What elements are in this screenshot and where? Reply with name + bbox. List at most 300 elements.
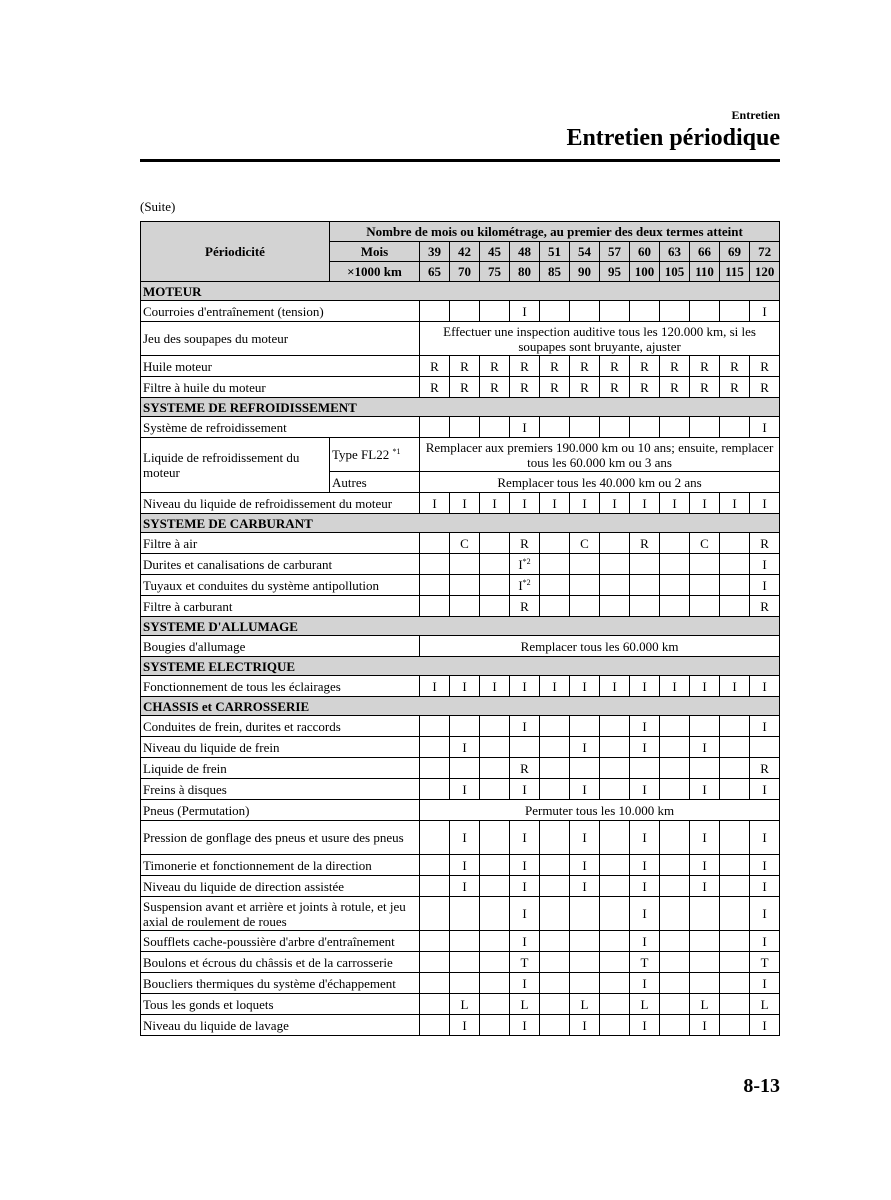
- months-label: Mois: [330, 242, 420, 262]
- table-row: [141, 417, 780, 438]
- schedule-cell: I: [450, 737, 480, 758]
- footnote-mark: *2: [522, 577, 531, 587]
- item-label: Pneus (Permutation): [141, 800, 420, 821]
- schedule-cell: [570, 952, 600, 973]
- schedule-cell: [540, 417, 570, 438]
- page-header: [140, 108, 780, 152]
- month-cell: 42: [450, 242, 480, 262]
- schedule-cell: [600, 596, 630, 617]
- schedule-cell: R: [750, 758, 780, 779]
- footnote-mark: *2: [522, 556, 531, 566]
- table-row: [141, 800, 780, 821]
- schedule-cell: R: [570, 377, 600, 398]
- section-name: Entretien: [731, 108, 780, 122]
- schedule-cell: [660, 758, 690, 779]
- schedule-cell: [420, 973, 450, 994]
- schedule-cell: [720, 994, 750, 1015]
- schedule-cell: I: [570, 737, 600, 758]
- item-label: Courroies d'entraînement (tension): [141, 301, 420, 322]
- schedule-cell: T: [630, 952, 660, 973]
- schedule-cell: I: [750, 1015, 780, 1036]
- schedule-cell: [540, 737, 570, 758]
- schedule-cell: [420, 1015, 450, 1036]
- schedule-cell: [480, 897, 510, 931]
- schedule-cell: L: [450, 994, 480, 1015]
- schedule-cell: T: [750, 952, 780, 973]
- schedule-cell: [630, 301, 660, 322]
- schedule-cell: [660, 1015, 690, 1036]
- schedule-cell: R: [510, 377, 540, 398]
- schedule-cell: [720, 876, 750, 897]
- schedule-cell: [720, 554, 750, 575]
- schedule-cell: I: [690, 855, 720, 876]
- table-row: [141, 554, 780, 575]
- schedule-cell: [420, 417, 450, 438]
- schedule-cell: I: [630, 973, 660, 994]
- schedule-cell: [600, 897, 630, 931]
- schedule-cell: I: [750, 575, 780, 596]
- schedule-cell: I: [630, 737, 660, 758]
- item-label: Niveau du liquide de lavage: [141, 1015, 420, 1036]
- schedule-cell: [540, 897, 570, 931]
- schedule-cell: R: [690, 377, 720, 398]
- schedule-cell: [540, 575, 570, 596]
- schedule-cell: I: [540, 676, 570, 697]
- item-label: Boulons et écrous du châssis et de la carrosserie: [141, 952, 420, 973]
- schedule-cell: I: [510, 876, 540, 897]
- schedule-cell: [600, 952, 630, 973]
- schedule-cell: I: [630, 1015, 660, 1036]
- schedule-cell: I: [450, 676, 480, 697]
- km-cell: 100: [630, 262, 660, 282]
- schedule-cell: [600, 855, 630, 876]
- table-row: [141, 676, 780, 697]
- schedule-cell: [420, 994, 450, 1015]
- km-cell: 115: [720, 262, 750, 282]
- table-row: [141, 952, 780, 973]
- schedule-cell: I: [630, 676, 660, 697]
- schedule-cell: [600, 716, 630, 737]
- schedule-cell: [690, 554, 720, 575]
- item-label: Conduites de frein, durites et raccords: [141, 716, 420, 737]
- schedule-cell: [420, 533, 450, 554]
- schedule-cell: I: [750, 876, 780, 897]
- schedule-cell: [600, 1015, 630, 1036]
- schedule-cell: [690, 897, 720, 931]
- schedule-cell: [630, 554, 660, 575]
- schedule-cell: I: [630, 876, 660, 897]
- schedule-cell: I: [570, 493, 600, 514]
- schedule-cell: [480, 716, 510, 737]
- schedule-cell: [540, 876, 570, 897]
- item-label: Soufflets cache-poussière d'arbre d'entraînement: [141, 931, 420, 952]
- schedule-cell: [450, 758, 480, 779]
- schedule-cell: [660, 596, 690, 617]
- schedule-cell: I: [570, 1015, 600, 1036]
- schedule-cell: L: [690, 994, 720, 1015]
- schedule-cell: [540, 758, 570, 779]
- schedule-cell: [450, 973, 480, 994]
- schedule-cell: [720, 973, 750, 994]
- schedule-cell: R: [630, 356, 660, 377]
- schedule-cell: [540, 994, 570, 1015]
- table-row: [141, 716, 780, 737]
- schedule-cell: R: [600, 356, 630, 377]
- schedule-cell: R: [750, 596, 780, 617]
- schedule-cell: I: [510, 716, 540, 737]
- schedule-cell: [630, 758, 660, 779]
- schedule-cell: [450, 716, 480, 737]
- schedule-cell: I: [510, 973, 540, 994]
- table-row: [141, 438, 780, 472]
- header-row: [141, 222, 780, 242]
- schedule-cell: [660, 716, 690, 737]
- schedule-cell: [450, 417, 480, 438]
- schedule-cell: I: [570, 876, 600, 897]
- schedule-cell: [480, 952, 510, 973]
- item-label: Filtre à air: [141, 533, 420, 554]
- section-row: [141, 617, 780, 636]
- schedule-cell: [420, 737, 450, 758]
- schedule-cell: I: [510, 1015, 540, 1036]
- schedule-cell: I: [720, 493, 750, 514]
- schedule-cell: I: [690, 1015, 720, 1036]
- table-row: [141, 575, 780, 596]
- schedule-cell: I: [690, 737, 720, 758]
- schedule-cell: [690, 931, 720, 952]
- schedule-cell: [540, 301, 570, 322]
- schedule-cell: I: [510, 897, 540, 931]
- page-number: 8-13: [743, 1075, 780, 1097]
- schedule-cell: [420, 554, 450, 575]
- km-cell: 95: [600, 262, 630, 282]
- schedule-cell: [420, 876, 450, 897]
- schedule-cell: [600, 931, 630, 952]
- schedule-cell: I: [690, 876, 720, 897]
- item-label: Jeu des soupapes du moteur: [141, 322, 420, 356]
- schedule-cell: [420, 779, 450, 800]
- section-title: MOTEUR: [141, 282, 780, 301]
- km-cell: 75: [480, 262, 510, 282]
- schedule-cell: R: [660, 356, 690, 377]
- schedule-cell: I: [750, 973, 780, 994]
- schedule-cell: [690, 973, 720, 994]
- schedule-cell: I: [600, 676, 630, 697]
- interval-note: Remplacer tous les 40.000 km ou 2 ans: [420, 472, 780, 493]
- schedule-cell: [570, 554, 600, 575]
- month-cell: 57: [600, 242, 630, 262]
- schedule-cell: [720, 758, 750, 779]
- item-label: Tuyaux et conduites du système antipollution: [141, 575, 420, 596]
- schedule-cell: [720, 855, 750, 876]
- month-cell: 66: [690, 242, 720, 262]
- schedule-cell: R: [540, 356, 570, 377]
- schedule-cell: I: [660, 676, 690, 697]
- schedule-cell: [630, 575, 660, 596]
- schedule-cell: [690, 575, 720, 596]
- schedule-cell: [600, 575, 630, 596]
- schedule-cell: C: [690, 533, 720, 554]
- section-row: [141, 514, 780, 533]
- schedule-cell: [660, 737, 690, 758]
- table-row: [141, 897, 780, 931]
- schedule-cell: [480, 533, 510, 554]
- schedule-cell: [720, 952, 750, 973]
- schedule-cell: [720, 716, 750, 737]
- schedule-cell: [660, 897, 690, 931]
- section-row: [141, 657, 780, 676]
- schedule-cell: [720, 779, 750, 800]
- schedule-cell: [570, 931, 600, 952]
- item-label: Huile moteur: [141, 356, 420, 377]
- table-row: [141, 493, 780, 514]
- schedule-cell: [540, 821, 570, 855]
- schedule-cell: [720, 931, 750, 952]
- schedule-cell: [420, 855, 450, 876]
- schedule-cell: I: [510, 821, 540, 855]
- schedule-cell: [480, 596, 510, 617]
- schedule-cell: R: [600, 377, 630, 398]
- schedule-cell: R: [750, 377, 780, 398]
- schedule-cell: [720, 417, 750, 438]
- month-cell: 45: [480, 242, 510, 262]
- schedule-cell: I: [450, 493, 480, 514]
- schedule-cell: [540, 1015, 570, 1036]
- schedule-cell: [660, 876, 690, 897]
- schedule-cell: [720, 596, 750, 617]
- maintenance-table: [140, 221, 780, 1036]
- schedule-cell: [630, 417, 660, 438]
- schedule-cell: I: [630, 779, 660, 800]
- section-row: [141, 398, 780, 417]
- schedule-cell: [540, 952, 570, 973]
- item-label: Suspension avant et arrière et joints à rotule, et jeu axial de roulement de roues: [141, 897, 420, 931]
- schedule-cell: I: [690, 821, 720, 855]
- schedule-cell: [720, 533, 750, 554]
- table-row: [141, 596, 780, 617]
- schedule-cell: I: [750, 931, 780, 952]
- schedule-cell: [420, 952, 450, 973]
- schedule-cell: [480, 758, 510, 779]
- section-title: CHASSIS et CARROSSERIE: [141, 697, 780, 716]
- schedule-cell: [480, 417, 510, 438]
- interval-note: Remplacer tous les 60.000 km: [420, 636, 780, 657]
- schedule-cell: I: [630, 821, 660, 855]
- month-cell: 54: [570, 242, 600, 262]
- schedule-cell: I: [510, 417, 540, 438]
- schedule-cell: [600, 994, 630, 1015]
- schedule-cell: I: [510, 676, 540, 697]
- schedule-cell: [600, 758, 630, 779]
- schedule-cell: I: [750, 301, 780, 322]
- schedule-cell: [420, 931, 450, 952]
- km-cell: 105: [660, 262, 690, 282]
- schedule-cell: [420, 575, 450, 596]
- item-label: Durites et canalisations de carburant: [141, 554, 420, 575]
- schedule-cell: C: [450, 533, 480, 554]
- schedule-cell: [570, 716, 600, 737]
- item-label: Filtre à carburant: [141, 596, 420, 617]
- schedule-cell: L: [630, 994, 660, 1015]
- item-label: Liquide de frein: [141, 758, 420, 779]
- schedule-cell: [690, 417, 720, 438]
- schedule-cell: [420, 821, 450, 855]
- schedule-cell: [570, 301, 600, 322]
- schedule-cell: [720, 1015, 750, 1036]
- schedule-cell: I: [570, 821, 600, 855]
- month-cell: 51: [540, 242, 570, 262]
- schedule-cell: [690, 596, 720, 617]
- schedule-cell: [480, 779, 510, 800]
- schedule-cell: [660, 301, 690, 322]
- month-cell: 69: [720, 242, 750, 262]
- item-label: Fonctionnement de tous les éclairages: [141, 676, 420, 697]
- schedule-cell: R: [720, 377, 750, 398]
- schedule-cell: [660, 779, 690, 800]
- schedule-cell: C: [570, 533, 600, 554]
- schedule-cell: I: [510, 779, 540, 800]
- month-cell: 72: [750, 242, 780, 262]
- schedule-cell: I: [510, 493, 540, 514]
- section-row: [141, 282, 780, 301]
- schedule-cell: [570, 575, 600, 596]
- schedule-cell: I: [600, 493, 630, 514]
- km-cell: 85: [540, 262, 570, 282]
- schedule-cell: [720, 821, 750, 855]
- footnote-mark: *1: [392, 447, 401, 456]
- schedule-cell: I: [630, 855, 660, 876]
- schedule-cell: I: [570, 676, 600, 697]
- schedule-cell: R: [510, 356, 540, 377]
- month-cell: 60: [630, 242, 660, 262]
- schedule-cell: R: [570, 356, 600, 377]
- km-cell: 65: [420, 262, 450, 282]
- schedule-cell: R: [540, 377, 570, 398]
- schedule-cell: I: [510, 301, 540, 322]
- item-label: Bougies d'allumage: [141, 636, 420, 657]
- schedule-cell: I: [750, 779, 780, 800]
- schedule-cell: T: [510, 952, 540, 973]
- item-label: Système de refroidissement: [141, 417, 420, 438]
- schedule-cell: I: [480, 493, 510, 514]
- schedule-cell: [540, 931, 570, 952]
- month-cell: 63: [660, 242, 690, 262]
- schedule-cell: [480, 931, 510, 952]
- schedule-cell: [690, 758, 720, 779]
- schedule-cell: R: [480, 356, 510, 377]
- schedule-cell: R: [480, 377, 510, 398]
- header-rule: [140, 159, 780, 162]
- schedule-cell: I: [750, 493, 780, 514]
- schedule-cell: [720, 897, 750, 931]
- schedule-cell: I: [630, 931, 660, 952]
- schedule-cell: [600, 533, 630, 554]
- schedule-cell: R: [630, 377, 660, 398]
- schedule-cell: I: [690, 676, 720, 697]
- km-cell: 90: [570, 262, 600, 282]
- schedule-cell: R: [420, 377, 450, 398]
- schedule-cell: I: [750, 417, 780, 438]
- schedule-cell: [450, 301, 480, 322]
- schedule-cell: [660, 855, 690, 876]
- schedule-cell: [480, 554, 510, 575]
- schedule-cell: $I^{*2}$: [510, 575, 540, 596]
- schedule-cell: I: [540, 493, 570, 514]
- table-row: [141, 737, 780, 758]
- schedule-cell: R: [420, 356, 450, 377]
- schedule-cell: I: [750, 554, 780, 575]
- schedule-cell: [690, 301, 720, 322]
- section-title: SYSTEME DE CARBURANT: [141, 514, 780, 533]
- item-sublabel: Autres: [330, 472, 420, 493]
- table-row: [141, 356, 780, 377]
- schedule-cell: R: [510, 596, 540, 617]
- schedule-cell: [570, 596, 600, 617]
- schedule-cell: [540, 554, 570, 575]
- schedule-cell: [450, 931, 480, 952]
- schedule-cell: [450, 554, 480, 575]
- schedule-cell: [480, 301, 510, 322]
- schedule-cell: R: [510, 533, 540, 554]
- schedule-cell: [660, 533, 690, 554]
- item-label: Freins à disques: [141, 779, 420, 800]
- schedule-cell: [600, 737, 630, 758]
- schedule-cell: [480, 1015, 510, 1036]
- schedule-cell: $I^{*2}$: [510, 554, 540, 575]
- item-label: Filtre à huile du moteur: [141, 377, 420, 398]
- km-cell: 70: [450, 262, 480, 282]
- item-label: Boucliers thermiques du système d'échappement: [141, 973, 420, 994]
- item-sublabel: Type FL22 $^{*1}$: [330, 438, 420, 472]
- schedule-cell: [480, 973, 510, 994]
- schedule-cell: [480, 821, 510, 855]
- table-row: [141, 994, 780, 1015]
- schedule-cell: I: [690, 779, 720, 800]
- schedule-cell: R: [660, 377, 690, 398]
- schedule-cell: I: [450, 779, 480, 800]
- schedule-cell: L: [750, 994, 780, 1015]
- schedule-cell: L: [570, 994, 600, 1015]
- schedule-cell: I: [750, 716, 780, 737]
- schedule-cell: R: [630, 533, 660, 554]
- schedule-cell: [720, 575, 750, 596]
- table-row: [141, 377, 780, 398]
- item-label: Liquide de refroidissement du moteur: [141, 438, 330, 493]
- item-label: Timonerie et fonctionnement de la direction: [141, 855, 420, 876]
- schedule-cell: [480, 855, 510, 876]
- schedule-cell: [540, 855, 570, 876]
- schedule-cell: [420, 301, 450, 322]
- schedule-cell: [540, 716, 570, 737]
- table-row: [141, 636, 780, 657]
- schedule-cell: [660, 821, 690, 855]
- schedule-cell: [600, 876, 630, 897]
- item-label: Pression de gonflage des pneus et usure des pneus: [141, 821, 420, 855]
- schedule-cell: [540, 973, 570, 994]
- schedule-cell: [540, 596, 570, 617]
- month-cell: 39: [420, 242, 450, 262]
- schedule-cell: I: [420, 676, 450, 697]
- table-row: [141, 779, 780, 800]
- schedule-cell: I: [450, 876, 480, 897]
- schedule-cell: [660, 952, 690, 973]
- schedule-cell: R: [450, 356, 480, 377]
- table-row: [141, 1015, 780, 1036]
- schedule-cell: I: [570, 779, 600, 800]
- section-title: SYSTEME D'ALLUMAGE: [141, 617, 780, 636]
- schedule-cell: [750, 737, 780, 758]
- schedule-cell: [660, 575, 690, 596]
